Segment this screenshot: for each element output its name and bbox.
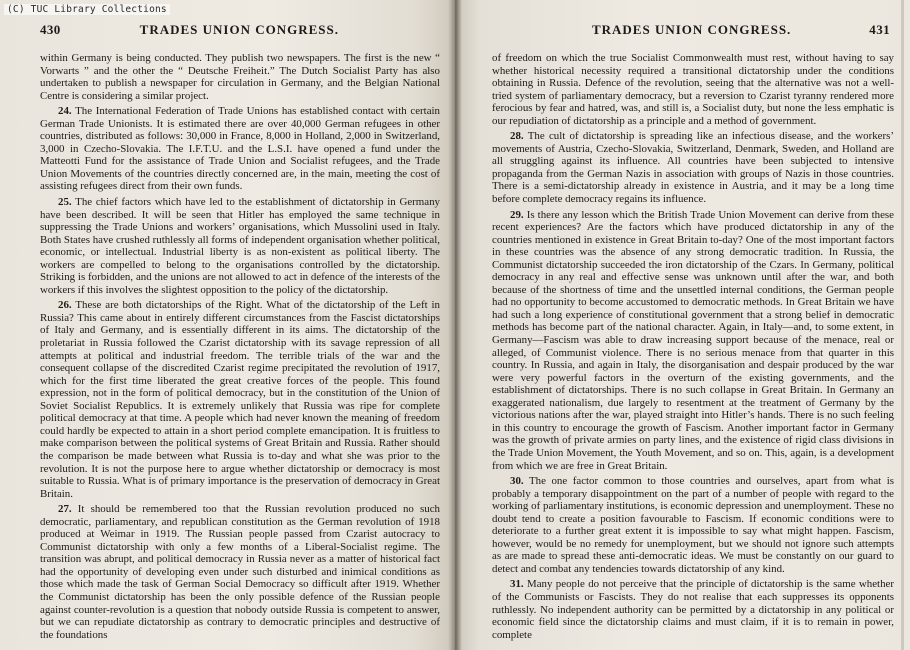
copyright-watermark: (C) TUC Library Collections	[4, 4, 170, 15]
right-page	[452, 0, 910, 650]
left-body-text	[40, 52, 440, 641]
paragraph-text: within Germany is being conducted. They publish two newspapers. The first is the new “ Vorwarts ” and the other the “ Deutsche Freiheit.” The Dutch Socialist Party has also undertaken to publish a newspaper for circulation in Germany, and the Belgian National Centre is considering a similar project.	[40, 52, 440, 102]
paragraph-number: 30.	[510, 475, 524, 488]
left-page-number: 430	[40, 22, 61, 37]
paragraph-number: 26.	[58, 299, 72, 312]
paragraph-text: The one factor common to those countries and ourselves, apart from what is probably a temporary disappointment on the part of a number of people with regard to the working of parliamentary institutions, is economic depression and unemployment. These no doubt tend to create a position favourable to Fascism. If economic conditions were to deteriorate to a further great extent it is impossible to say what might happen. Fascism, however, would be no remedy for unemployment, but we should not ignore such attempts as are made to spread these anti-democratic ideas. We must be constantly on our guard to detect and combat any tendencies towards dictatorship of any kind.	[492, 475, 894, 575]
paragraph-text: The cult of dictatorship is spreading like an infectious disease, and the workers’ movements of Austria, Czecho-Slovakia, Switzerland, Denmark, Sweden, and Holland are all struggling against its influence. All countries have been subjected to intensive propaganda from the German Nazis in association with groups of Nazis in those countries. There is a semi-dictatorship already in existence in Austria, and it may be a long time before complete democracy regains its influence.	[492, 130, 894, 206]
right-body-text	[492, 52, 894, 641]
right-running-title: TRADES UNION CONGRESS.	[591, 22, 792, 37]
paragraph-continuation	[40, 52, 440, 102]
paragraph-continuation	[492, 52, 894, 127]
paragraph-number: 25.	[58, 196, 72, 209]
left-page	[0, 0, 452, 650]
left-running-title: TRADES UNION CONGRESS.	[139, 22, 340, 37]
paragraph-number: 24.	[58, 105, 72, 118]
paragraph-30	[492, 475, 894, 575]
paragraph-text: Is there any lesson which the British Trade Union Movement can derive from these recent experiences? Are the factors which have produced dictatorship in any of the countries mentioned in existence in Great Britain to-day? One of the most important factors in these countries was the absence of any strong democratic tradition. In Russia, the Communist dictatorship succeeded the iron dictatorship of the Czars. In Germany, political democracy in any real and effective sense was unknown until after the war, and both because of the shortness of time and the unsettled internal conditions, the German people had no opportunity to become accustomed to democratic methods. In Great Britain we have had such a long experience of constitutional government that a strong belief in democratic methods has become part of the national character. Again, in Italy—and, to some extent, in Germany—Fascism was able to draw increasing support because of the menace, real or alleged, of Communist violence. There is no serious menace from that quarter in this country. In Russia, and again in Italy, the disorganisation and despair produced by the war were very powerful factors in the overturn of the existing governments, and the establishment of dictatorships. There is no such collapse in Great Britain. In Germany an exaggerated nationalism, due largely to resentment at the treatment of Germany by the victorious nations after the war, played straight into Hitler’s hands. There is no such feeling in this country to encourage the growth of Fascism. Another important factor in Germany was the growth of private armies on party lines, and the existence of rigid class divisions in the Trade Union Movement, the Youth Movement, and so on. This, again, is a development from which we are free in Great Britain.	[492, 208, 895, 472]
paragraph-25	[40, 196, 440, 296]
left-running-head	[40, 22, 440, 38]
page-edge-shadow	[901, 0, 904, 650]
paragraph-28	[492, 130, 894, 205]
paragraph-26	[40, 299, 440, 500]
paragraph-number: 28.	[510, 130, 524, 143]
paragraph-number: 29.	[510, 208, 524, 221]
paragraph-31	[492, 578, 894, 641]
paragraph-number: 27.	[58, 503, 72, 516]
right-page-number: 431	[869, 22, 890, 37]
paragraph-text: The International Federation of Trade Unions has established contact with certain German Trade Unionists. It is estimated there are over 40,000 German refugees in other countries, distributed as follows: 30,000 in France, 8,000 in Holland, 2,000 in Switzerland, 3,000 in Czecho-Slovakia. The I.F.T.U. and the L.S.I. have opened a fund under the Matteotti Fund for the assistance of Trade Union and Socialist refugees, and the Trade Union Movements of the countries directly concerned are, in the main, meeting the cost of assisting refugees direct from their own funds.	[40, 105, 440, 193]
paragraph-text: of freedom on which the true Socialist Commonwealth must rest, without having to say whether historical necessity required a transitional dictatorship under the conditions obtaining in Russia. Defence of the revolution, seeing that the alternative was not a well-tried system of parliamentary democracy, but a reversion to Czarist tyranny rendered more ferocious by fear and hatred, was, and still is, a Socialist duty, but none the less emphatic is our repudiation of dictatorship as a principle and a method of government.	[492, 52, 894, 127]
paragraph-text: The chief factors which have led to the establishment of dictatorship in Germany have been described. It will be seen that Hitler has employed the same technique in suppressing the Trade Unions and workers’ organisations, which Mussolini used in Italy. Both States have crushed ruthlessly all forms of independent organisation whether political, economic, or intellectual. Industrial liberty is as non-existent as political liberty. The workers are compelled to belong to the organisations controlled by the dictatorship. Striking is forbidden, and the unions are not allowed to act in defence of the interests of the workers if this involves the slightest opposition to the policy of the dictatorship.	[40, 196, 440, 296]
paragraph-text: Many people do not perceive that the principle of dictatorship is the same whether of the Communists or Fascists. They do not realise that each suppresses its opponents ruthlessly. No independent authority can be permitted by a dictatorship in any political or economic field since the dictatorship claims and must claim, if it is to remain in power, complete	[492, 578, 894, 641]
paragraph-24	[40, 105, 440, 193]
paragraph-27	[40, 503, 440, 641]
paragraph-29	[492, 209, 894, 472]
paragraph-number: 31.	[510, 578, 524, 591]
right-running-head	[492, 22, 890, 38]
paragraph-text: These are both dictatorships of the Right. What of the dictatorship of the Left in Russia? This came about in entirely different circumstances from the Fascist dictatorships of Italy and Germany, and is essentially different in its aims. The dictatorship of the proletariat in Russia followed the Czarist dictatorship with its savage repression of all attempts at political and industrial freedom. The terrible trials of the war and the consequent collapse of the discredited Czarist regime precipitated the revolution of 1917, which for the first time liberated the great creative forces of the people. This found expression, not in the form of political democracy, but in the constitution of the Union of Soviet Socialist Republics. It is extremely unlikely that Russia was ripe for complete political democracy at that time. A people which had never known the meaning of freedom could hardly be expected to attain in a short period complete emancipation. It is fruitless to make comparison between the political systems of Great Britain and Russia. Rather should the comparison be made between what Russia is to-day and what she was prior to the revolution. It is not the purpose here to argue whether dictatorship or democracy is most suitable to Russia. What is of primary importance is the preservation of democracy in Great Britain.	[40, 299, 441, 500]
paragraph-text: It should be remembered too that the Russian revolution produced no such democratic, parliamentary, and republican constitution as the German revolution of 1918 produced at Weimar in 1919. The Russian people passed from Czarist autocracy to Communist dictatorship with only a few months of a Liberal-Socialist regime. The transition was abrupt, and political democracy in Russia never as a matter of historical fact had the opportunity of developing even under such disturbed and inimical conditions as those which made the task of German Social Democracy so difficult after 1919. Whether the Communist dictatorship has been the only possible defence of the Russian people against counter-revolution is a question that nobody outside Russia is competent to answer, but we can repudiate dictatorship as contrary to democratic principles and destructive of the foundations	[40, 503, 440, 641]
